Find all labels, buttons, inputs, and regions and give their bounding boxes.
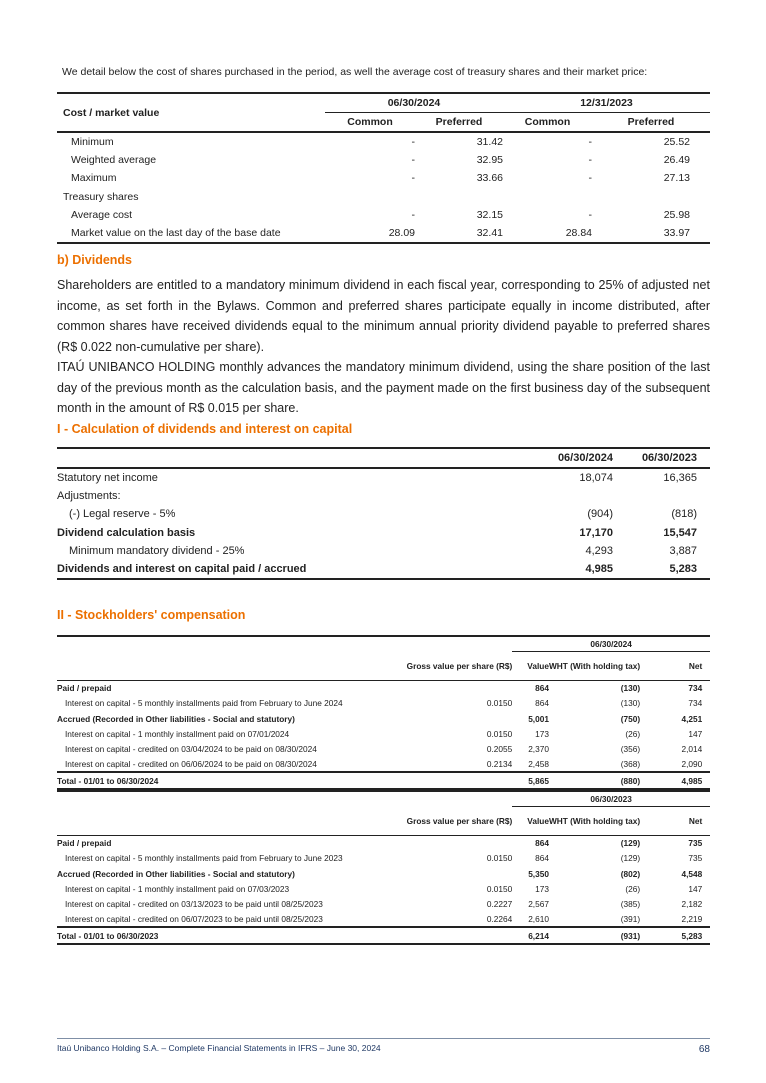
table-row <box>57 836 710 851</box>
cell-value: 734 <box>688 683 703 694</box>
cell-value: 147 <box>688 729 703 740</box>
cell-value: 4,251 <box>681 713 703 724</box>
cell-value: 5,283 <box>613 561 697 580</box>
cell-value: 0.2055 <box>486 744 513 755</box>
row-label: Interest on capital - credited on 06/07/2023 to be paid until 08/25/2023 <box>65 914 323 925</box>
cell-value: - <box>588 135 592 148</box>
cell-value: (356) <box>620 744 641 755</box>
row-label: Adjustments: <box>57 489 121 502</box>
cell-value: 0.2264 <box>486 914 513 925</box>
cell-value <box>503 188 592 207</box>
cell-value: - <box>588 209 592 222</box>
cell-value: 2,219 <box>681 914 703 925</box>
cell-value <box>407 866 513 881</box>
col-gross: Gross value per share (R$) <box>407 807 513 836</box>
footer <box>57 1038 710 1053</box>
cell-value: 15,547 <box>663 526 697 539</box>
cell-value: 0.0150 <box>486 884 513 895</box>
cell-value: (802) <box>620 868 641 879</box>
row-label: Accrued (Recorded in Other liabilities - Social and statutory) <box>57 868 295 879</box>
cell-value: (818) <box>671 508 697 521</box>
cell-value: (904) <box>587 508 613 521</box>
cell-value: 4,985 <box>529 561 613 580</box>
calc-heading: I - Calculation of dividends and interest on capital <box>57 422 353 436</box>
row-label: Paid / prepaid <box>57 683 112 694</box>
cost-market-value-table <box>57 92 710 244</box>
cell-value: 864 <box>535 853 549 864</box>
table-row <box>57 206 710 225</box>
cell-value: 0.2227 <box>486 899 513 910</box>
col-net: Net <box>640 807 702 836</box>
cell-value: (130) <box>620 698 641 709</box>
col-net: Net <box>640 652 702 681</box>
header-label: Cost / market value <box>57 93 325 132</box>
col-value: Value <box>512 807 549 836</box>
intro-text: We detail below the cost of shares purchased in the period, as well the average cost of treasury shares and their market price: <box>62 66 648 78</box>
dividends-heading: b) Dividends <box>57 253 133 267</box>
row-label: Interest on capital - 5 monthly installments paid from February to June 2023 <box>65 853 343 864</box>
table-row <box>57 866 710 881</box>
row-label: Interest on capital - 1 monthly installment paid on 07/03/2023 <box>65 884 290 895</box>
row-label: Average cost <box>71 209 133 222</box>
row-label: Paid / prepaid <box>57 838 112 849</box>
row-label: Interest on capital - credited on 06/06/2024 to be paid on 08/30/2024 <box>65 759 317 770</box>
cell-value: 0.0150 <box>486 853 513 864</box>
table-row <box>57 487 710 506</box>
cell-value: 2,014 <box>681 744 703 755</box>
cell-value <box>407 772 513 789</box>
table-row <box>57 726 710 741</box>
cell-value: 28.09 <box>325 225 415 244</box>
cell-value: 2,610 <box>528 914 549 925</box>
cell-value: 2,458 <box>528 759 549 770</box>
table-row <box>57 225 710 244</box>
cell-value: 173 <box>535 729 549 740</box>
cell-value: (130) <box>620 683 641 694</box>
dividend-calculation-table <box>57 447 710 580</box>
cell-value: 17,170 <box>579 526 613 539</box>
table-row <box>57 505 710 524</box>
cell-value: 735 <box>688 838 703 849</box>
cell-value: (26) <box>625 884 641 895</box>
row-label: Statutory net income <box>57 471 158 484</box>
cell-value: 2,090 <box>681 759 703 770</box>
period-header: 06/30/2024 <box>325 93 503 113</box>
cell-value: 26.49 <box>663 153 690 166</box>
table-row <box>57 912 710 927</box>
compensation-heading: II - Stockholders' compensation <box>57 608 246 622</box>
cell-value: 864 <box>535 698 549 709</box>
cell-value: 2,182 <box>681 899 703 910</box>
table-row <box>57 711 710 726</box>
sub-header: Preferred <box>415 113 503 133</box>
cell-value <box>407 711 513 726</box>
cell-value: 4,548 <box>681 868 703 879</box>
dividends-paragraph: Shareholders are entitled to a mandatory minimum dividend in each fiscal year, corresponding to 25% of adjusted net income, as set forth in the Bylaws. Common and preferred shares participate equally in income distributed, after common shares have received dividends equal to the minimum annual priority dividend payable to preferred shares (R$ 0.022 non-cumulative per share). <box>57 278 710 354</box>
cell-value: (391) <box>620 914 641 925</box>
row-label: Weighted average <box>71 153 157 166</box>
period-header: 06/30/2023 <box>512 791 710 807</box>
cell-value: 0.2134 <box>486 759 513 770</box>
cell-value: - <box>588 153 592 166</box>
row-label: Accrued (Recorded in Other liabilities - Social and statutory) <box>57 713 295 724</box>
table-row <box>57 742 710 757</box>
table-row <box>57 561 710 580</box>
table-row <box>57 188 710 207</box>
row-label: Total - 01/01 to 06/30/2024 <box>57 772 407 789</box>
cell-value: - <box>411 153 415 166</box>
cell-value: 25.98 <box>663 209 690 222</box>
row-label: Dividend calculation basis <box>57 526 196 539</box>
cell-value <box>415 188 503 207</box>
cell-value: 31.42 <box>476 135 503 148</box>
table-row <box>57 169 710 188</box>
table-row <box>57 897 710 912</box>
table-row <box>57 696 710 711</box>
row-label: (-) Legal reserve - 5% <box>69 508 176 521</box>
period-header: 06/30/2023 <box>613 448 697 468</box>
cell-value <box>407 681 513 696</box>
cell-value: (931) <box>549 927 640 944</box>
cell-value: (385) <box>620 899 641 910</box>
cell-value: 28.84 <box>503 225 592 244</box>
row-label: Minimum mandatory dividend - 25% <box>69 545 245 558</box>
cell-value: 2,370 <box>528 744 549 755</box>
cell-value: 33.66 <box>476 172 503 185</box>
col-gross: Gross value per share (R$) <box>407 652 513 681</box>
row-label: Interest on capital - credited on 03/04/2024 to be paid on 08/30/2024 <box>65 744 317 755</box>
cell-value: 5,865 <box>512 772 549 789</box>
cell-value: 735 <box>688 853 703 864</box>
table-row <box>57 468 710 487</box>
cell-value: 5,350 <box>528 868 549 879</box>
sub-header: Common <box>503 113 592 133</box>
cell-value: 4,985 <box>640 772 702 789</box>
footer-text: Itaú Unibanco Holding S.A. – Complete Financial Statements in IFRS – June 30, 2024 <box>57 1043 381 1053</box>
dividends-paragraph: ITAÚ UNIBANCO HOLDING monthly advances the mandatory minimum dividend, using the share position of the last day of the previous month as the calculation basis, and the payment made on the first business day of the subsequent month in the amount of R$ 0.015 per share. <box>57 360 710 415</box>
table-row <box>57 132 710 151</box>
cell-value: 27.13 <box>663 172 690 185</box>
cell-value: (750) <box>620 713 641 724</box>
sub-header: Common <box>325 113 415 133</box>
cell-value <box>325 188 415 207</box>
compensation-table-06-30-2024 <box>57 635 710 790</box>
col-wht: WHT (With holding tax) <box>549 652 640 681</box>
cell-value: 3,887 <box>669 545 697 558</box>
cell-value: 173 <box>535 884 549 895</box>
table-row <box>57 772 710 789</box>
table-row <box>57 542 710 561</box>
table-row <box>57 927 710 944</box>
table-row <box>57 881 710 896</box>
cell-value: (129) <box>620 838 641 849</box>
row-label: Interest on capital - 1 monthly installment paid on 07/01/2024 <box>65 729 290 740</box>
cell-value: 5,001 <box>528 713 549 724</box>
cell-value: 32.15 <box>476 209 503 222</box>
row-label: Dividends and interest on capital paid / accrued <box>57 561 529 580</box>
cell-value: 2,567 <box>528 899 549 910</box>
cell-value <box>407 927 513 944</box>
period-header: 12/31/2023 <box>503 93 710 113</box>
cell-value: (368) <box>620 759 641 770</box>
cell-value: 32.41 <box>415 225 503 244</box>
cell-value: 6,214 <box>512 927 549 944</box>
cell-value: 864 <box>535 683 549 694</box>
cell-value: (26) <box>625 729 641 740</box>
page-number: 68 <box>698 1044 710 1055</box>
row-label: Interest on capital - 5 monthly installments paid from February to June 2024 <box>65 698 343 709</box>
compensation-table-06-30-2023 <box>57 790 710 945</box>
cell-value: 32.95 <box>476 153 503 166</box>
table-row <box>57 524 710 543</box>
cell-value <box>613 487 697 506</box>
table-row <box>57 851 710 866</box>
col-value: Value <box>512 652 549 681</box>
cell-value: 0.0150 <box>486 698 513 709</box>
cell-value: 33.97 <box>592 225 690 244</box>
cell-value: 864 <box>535 838 549 849</box>
cell-value: - <box>588 172 592 185</box>
cell-value: 25.52 <box>663 135 690 148</box>
row-label: Interest on capital - credited on 03/13/2023 to be paid until 08/25/2023 <box>65 899 323 910</box>
table-row <box>57 757 710 772</box>
cell-value <box>592 188 690 207</box>
cell-value: 734 <box>688 698 703 709</box>
row-label: Total - 01/01 to 06/30/2023 <box>57 927 407 944</box>
cell-value: (129) <box>620 853 641 864</box>
cell-value: 18,074 <box>579 471 613 484</box>
period-header: 06/30/2024 <box>529 448 613 468</box>
cell-value: - <box>411 209 415 222</box>
cell-value: 147 <box>688 884 703 895</box>
cell-value <box>407 836 513 851</box>
cell-value: (880) <box>549 772 640 789</box>
period-header: 06/30/2024 <box>512 636 710 652</box>
col-wht: WHT (With holding tax) <box>549 807 640 836</box>
cell-value: 5,283 <box>640 927 702 944</box>
cell-value: - <box>411 135 415 148</box>
cell-value <box>529 487 613 506</box>
cell-value: 16,365 <box>663 471 697 484</box>
sub-header: Preferred <box>592 113 710 133</box>
row-label: Treasury shares <box>63 190 139 203</box>
table-row <box>57 681 710 696</box>
row-label: Market value on the last day of the base date <box>57 225 325 244</box>
cell-value: - <box>411 172 415 185</box>
row-label: Maximum <box>71 172 117 185</box>
row-label: Minimum <box>71 135 114 148</box>
cell-value: 4,293 <box>585 545 613 558</box>
cell-value: 0.0150 <box>486 729 513 740</box>
table-row <box>57 151 710 170</box>
